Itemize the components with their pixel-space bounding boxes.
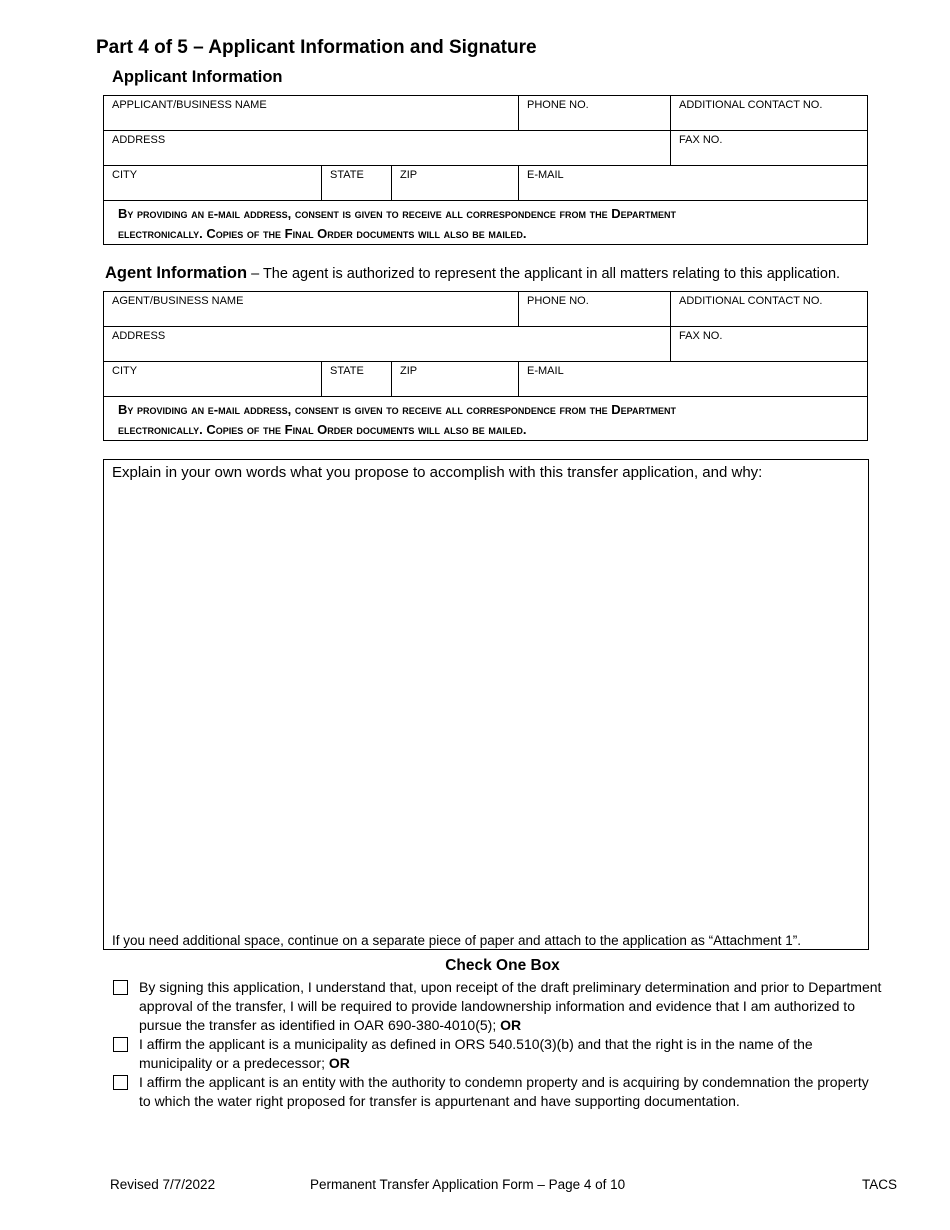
- applicant-zip-field[interactable]: [392, 166, 519, 201]
- applicant-city-label: CITY: [112, 169, 138, 181]
- explanation-additional-space-note: If you need additional space, continue on a separate piece of paper and attach to the application as “Attachment 1”.: [112, 933, 801, 948]
- option-landownership-or: OR: [500, 1017, 522, 1033]
- option-municipality-text: I affirm the applicant is a municipality as defined in ORS 540.510(3)(b) and that the right is in the name of the municipality or a predecessor;: [139, 1036, 813, 1071]
- check-one-box-title: Check One Box: [445, 957, 560, 974]
- agent-zip-label: ZIP: [400, 365, 418, 377]
- checkbox-municipality[interactable]: [113, 1037, 128, 1052]
- agent-notice-line1: By providing an e-mail address, consent is given to receive all correspondence from the Department: [118, 402, 676, 417]
- agent-address-field[interactable]: [104, 327, 671, 362]
- option-landownership: [113, 978, 883, 1035]
- agent-name-label: AGENT/BUSINESS NAME: [112, 295, 244, 307]
- agent-section-description: – The agent is authorized to represent the applicant in all matters relating to this application.: [247, 266, 841, 282]
- checkbox-condemnation[interactable]: [113, 1075, 128, 1090]
- applicant-email-consent-notice: [104, 201, 868, 245]
- agent-fax-label: FAX NO.: [679, 330, 723, 342]
- agent-info-table: [103, 291, 868, 441]
- checkbox-landownership[interactable]: [113, 980, 128, 995]
- agent-notice-line2: electronically. Copies of the Final Order documents will also be mailed.: [118, 422, 527, 437]
- option-condemnation: [113, 1073, 883, 1111]
- applicant-phone-field[interactable]: [519, 96, 671, 131]
- agent-phone-label: PHONE NO.: [527, 295, 589, 307]
- applicant-notice-line2: electronically. Copies of the Final Order documents will also be mailed.: [118, 226, 527, 241]
- agent-zip-field[interactable]: [392, 362, 519, 397]
- page-title: Part 4 of 5 – Applicant Information and Signature: [96, 37, 537, 58]
- applicant-fax-field[interactable]: [671, 131, 868, 166]
- applicant-city-field[interactable]: [104, 166, 322, 201]
- applicant-state-field[interactable]: [322, 166, 392, 201]
- option-landownership-text: By signing this application, I understand that, upon receipt of the draft preliminary determination and prior to Department approval of the transfer, I will be required to provide landownership information and evidence that I am authorized to pursue the transfer as identified in OAR 690-380-4010(5);: [139, 979, 882, 1033]
- applicant-email-label: E-MAIL: [527, 169, 564, 181]
- applicant-address-field[interactable]: [104, 131, 671, 166]
- agent-section-title: Agent Information: [105, 264, 248, 282]
- applicant-info-table: [103, 95, 868, 245]
- agent-additional-contact-field[interactable]: [671, 292, 868, 327]
- applicant-additional-contact-field[interactable]: [671, 96, 868, 131]
- agent-city-label: CITY: [112, 365, 138, 377]
- agent-section-header: [105, 264, 840, 283]
- applicant-address-label: ADDRESS: [112, 134, 166, 146]
- agent-name-field[interactable]: [104, 292, 519, 327]
- applicant-email-field[interactable]: [519, 166, 868, 201]
- applicant-zip-label: ZIP: [400, 169, 418, 181]
- option-condemnation-text: I affirm the applicant is an entity with the authority to condemn property and is acquiring by condemnation the property to which the water right proposed for transfer is appurtenant and have supporting documentation.: [139, 1074, 869, 1109]
- agent-address-label: ADDRESS: [112, 330, 166, 342]
- agent-fax-field[interactable]: [671, 327, 868, 362]
- applicant-additional-contact-label: ADDITIONAL CONTACT NO.: [679, 99, 823, 111]
- applicant-phone-label: PHONE NO.: [527, 99, 589, 111]
- explanation-textarea[interactable]: [103, 459, 869, 950]
- agent-city-field[interactable]: [104, 362, 322, 397]
- agent-email-label: E-MAIL: [527, 365, 564, 377]
- option-municipality: [113, 1035, 883, 1073]
- applicant-name-field[interactable]: [104, 96, 519, 131]
- agent-additional-contact-label: ADDITIONAL CONTACT NO.: [679, 295, 823, 307]
- applicant-state-label: STATE: [330, 169, 364, 181]
- footer-revised-date: Revised 7/7/2022: [110, 1177, 216, 1192]
- agent-email-field[interactable]: [519, 362, 868, 397]
- applicant-fax-label: FAX NO.: [679, 134, 723, 146]
- agent-state-field[interactable]: [322, 362, 392, 397]
- applicant-section-title: Applicant Information: [112, 68, 283, 86]
- agent-state-label: STATE: [330, 365, 364, 377]
- agent-phone-field[interactable]: [519, 292, 671, 327]
- footer-form-page: Permanent Transfer Application Form – Page 4 of 10: [310, 1177, 626, 1192]
- option-municipality-or: OR: [328, 1055, 350, 1071]
- footer-form-code: TACS: [862, 1177, 898, 1192]
- applicant-notice-line1: By providing an e-mail address, consent is given to receive all correspondence from the Department: [118, 206, 676, 221]
- agent-email-consent-notice: [104, 397, 868, 441]
- applicant-name-label: APPLICANT/BUSINESS NAME: [112, 99, 267, 111]
- explanation-prompt: Explain in your own words what you propose to accomplish with this transfer application, and why:: [112, 464, 763, 481]
